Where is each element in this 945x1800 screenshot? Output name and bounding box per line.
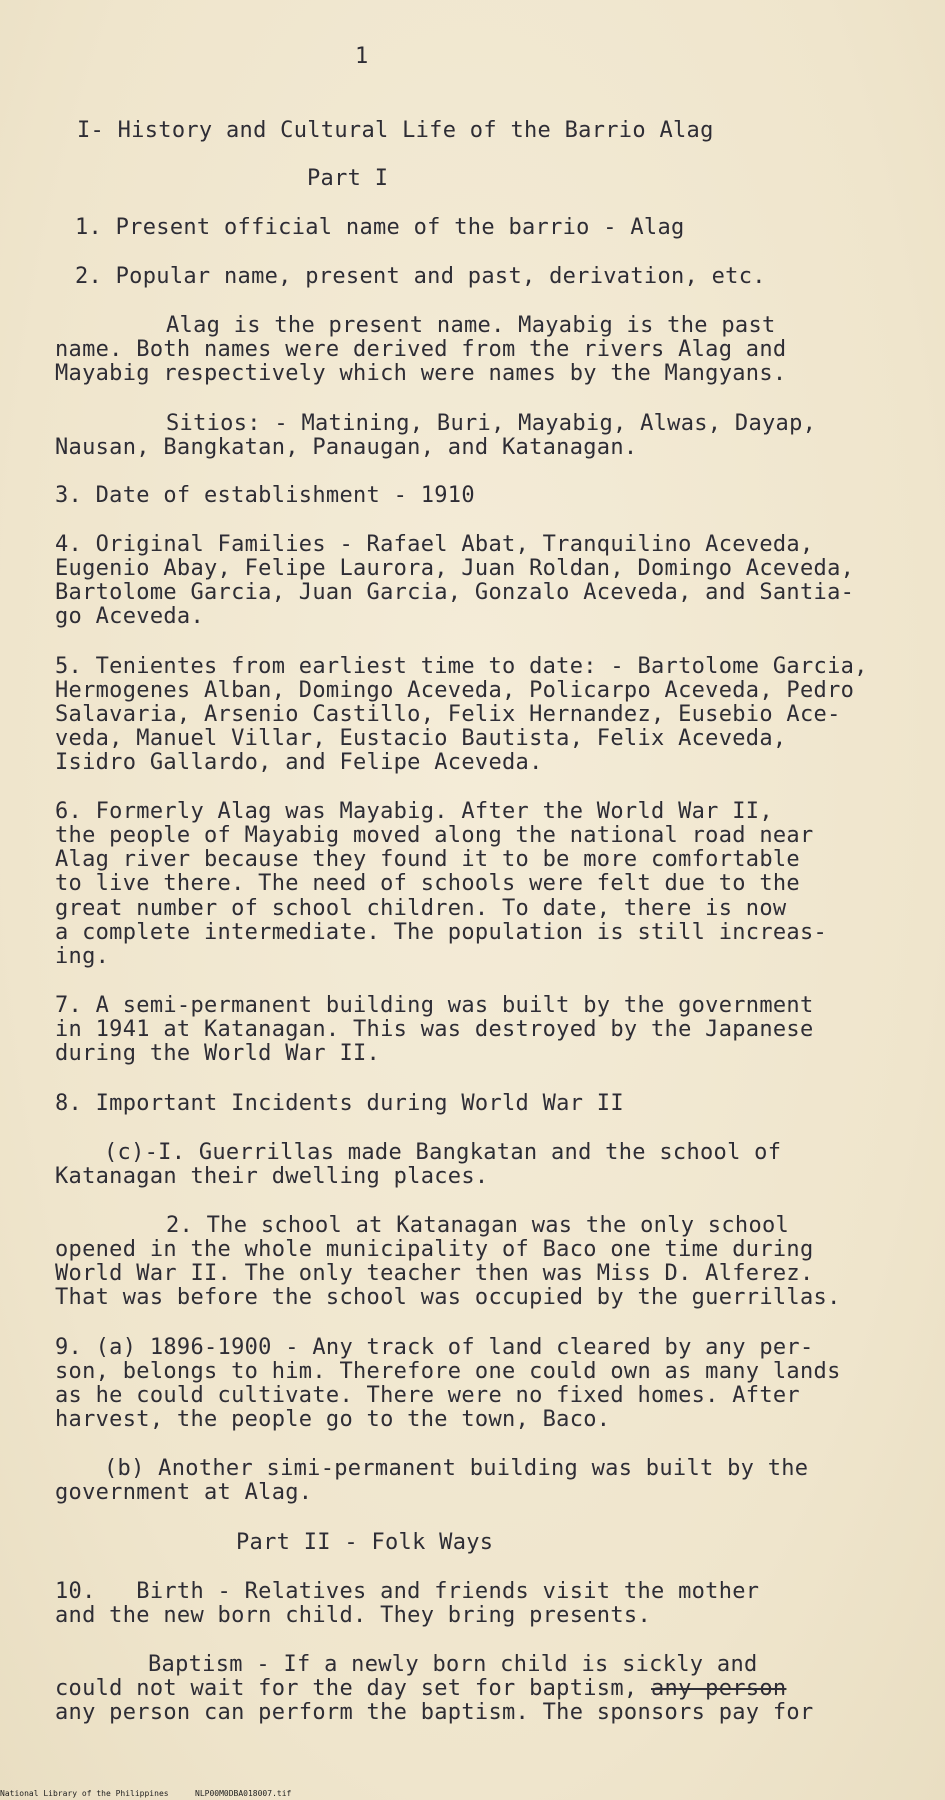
item-2-para-line: Mayabig respectively which were names by the Mangyans.: [55, 361, 787, 386]
item-7-line: 7. A semi-permanent building was built by the government: [55, 993, 814, 1018]
item-7-line: during the World War II.: [55, 1041, 381, 1066]
baptism-line: any person can perform the baptism. The sponsors pay for: [55, 1700, 814, 1725]
item-7-line: in 1941 at Katanagan. This was destroyed by the Japanese: [55, 1017, 814, 1042]
item-9a-line: harvest, the people go to the town, Baco.: [55, 1407, 611, 1432]
item-3: 3. Date of establishment - 1910: [55, 483, 475, 508]
page-number: 1: [355, 44, 369, 69]
item-10-line: 10. Birth - Relatives and friends visit the mother: [55, 1579, 760, 1604]
item-6-line: ing.: [55, 944, 110, 969]
item-5-line: Isidro Gallardo, and Felipe Aceveda.: [55, 750, 543, 775]
item-6-line: Alag river because they found it to be more comfortable: [55, 847, 800, 872]
struck-text: any person: [651, 1676, 787, 1701]
item-9a-line: as he could cultivate. There were no fixed homes. After: [55, 1383, 800, 1408]
baptism-line: Baptism - If a newly born child is sickly and: [148, 1652, 758, 1677]
footer-filename: NLP00M0DBA018007.tif: [195, 1789, 292, 1798]
part-1-title: Part I: [307, 166, 389, 191]
item-8c-line: Katanagan their dwelling places.: [55, 1164, 489, 1189]
item-2-para-line: name. Both names were derived from the rivers Alag and: [55, 337, 787, 362]
item-6-line: to live there. The need of schools were felt due to the: [55, 871, 800, 896]
item-5-line: 5. Tenientes from earliest time to date: - Bartolome Garcia,: [55, 654, 868, 679]
item-2-para-line: Alag is the present name. Mayabig is the past: [166, 313, 776, 338]
item-1: 1. Present official name of the barrio - Alag: [75, 215, 685, 240]
baptism-line-text: could not wait for the day set for baptism,: [55, 1676, 651, 1701]
part-2-title: Part II - Folk Ways: [236, 1530, 494, 1555]
item-9b-line: (b) Another simi-permanent building was built by the: [104, 1456, 809, 1481]
baptism-line: [55, 1676, 786, 1701]
sitios-line: Sitios: - Matining, Buri, Mayabig, Alwas, Dayap,: [166, 411, 817, 436]
item-9a-line: 9. (a) 1896-1900 - Any track of land cleared by any per-: [55, 1335, 814, 1360]
item-8c-line: (c)-I. Guerrillas made Bangkatan and the school of: [104, 1140, 782, 1165]
item-6-line: great number of school children. To date, there is now: [55, 896, 787, 921]
item-4-line: Bartolome Garcia, Juan Garcia, Gonzalo Aceveda, and Santia-: [55, 580, 855, 605]
item-6-line: the people of Mayabig moved along the national road near: [55, 823, 814, 848]
item-8c2-line: opened in the whole municipality of Baco one time during: [55, 1237, 814, 1262]
item-6-line: a complete intermediate. The population is still increas-: [55, 920, 828, 945]
item-8c2-line: World War II. The only teacher then was Miss D. Alferez.: [55, 1261, 814, 1286]
sitios-line: Nausan, Bangkatan, Panaugan, and Katanagan.: [55, 435, 638, 460]
item-8c2-line: That was before the school was occupied by the guerrillas.: [55, 1285, 841, 1310]
item-5-line: veda, Manuel Villar, Eustacio Bautista, Felix Aceveda,: [55, 726, 787, 751]
item-6-line: 6. Formerly Alag was Mayabig. After the World War II,: [55, 799, 773, 824]
item-8c2-line: 2. The school at Katanagan was the only school: [166, 1213, 790, 1238]
item-5-line: Hermogenes Alban, Domingo Aceveda, Policarpo Aceveda, Pedro: [55, 678, 855, 703]
item-9b-line: government at Alag.: [55, 1480, 313, 1505]
heading: I- History and Cultural Life of the Barrio Alag: [77, 118, 714, 143]
footer-library: National Library of the Philippines: [0, 1789, 169, 1798]
item-4-line: Eugenio Abay, Felipe Laurora, Juan Roldan, Domingo Aceveda,: [55, 556, 855, 581]
item-4-line: go Aceveda.: [55, 604, 204, 629]
item-10-line: and the new born child. They bring presents.: [55, 1603, 651, 1628]
item-9a-line: son, belongs to him. Therefore one could own as many lands: [55, 1359, 841, 1384]
item-8: 8. Important Incidents during World War II: [55, 1091, 624, 1116]
item-5-line: Salavaria, Arsenio Castillo, Felix Hernandez, Eusebio Ace-: [55, 702, 841, 727]
item-4-line: 4. Original Families - Rafael Abat, Tranquilino Aceveda,: [55, 532, 814, 557]
item-2: 2. Popular name, present and past, derivation, etc.: [75, 264, 766, 289]
